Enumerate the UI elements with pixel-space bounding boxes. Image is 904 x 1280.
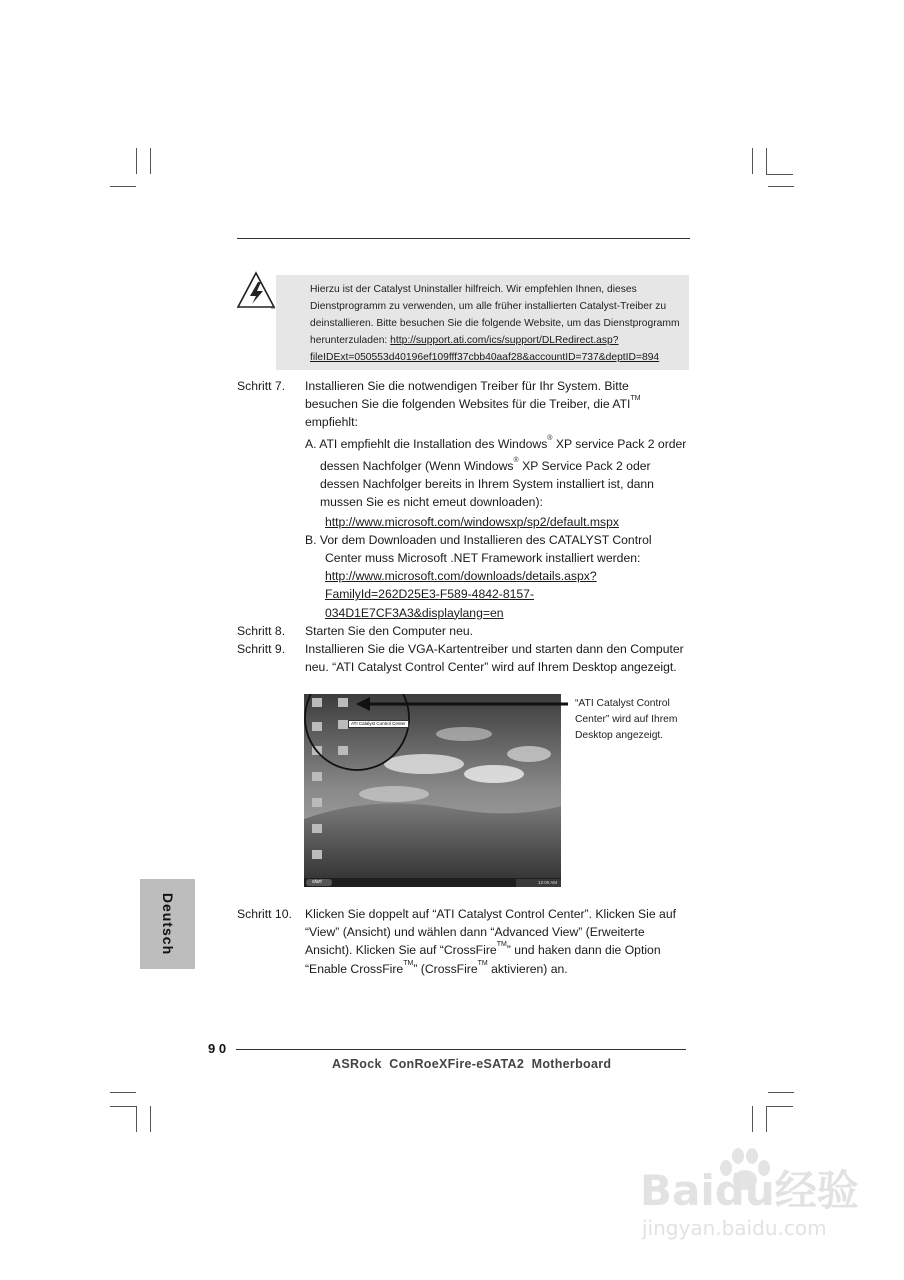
dotnet-link-continued[interactable]: 034D1E7CF3A3&displaylang=en [325,605,504,620]
desktop-tooltip: ATI Catalyst Control Center [348,720,409,728]
warning-line: Dienstprogramm zu verwenden, um alle früher installierten Catalyst-Treiber zu [310,301,667,312]
watermark-logo: Baidu经验 [640,1166,859,1215]
step-line: “View” (Ansicht) und wählen dann “Advanced View” (Erweiterte [305,925,645,940]
crop-mark [752,1106,753,1132]
crop-mark [136,148,137,174]
item-a-line: mussen Sie es nicht emeut downloaden): [320,495,543,510]
trademark: TM [496,941,507,949]
warning-line: Hierzu ist der Catalyst Uninstaller hilfreich. Wir empfehlen Ihnen, dieses [310,284,637,295]
step-10-label: Schritt 10. [237,907,292,921]
step-line: “Enable CrossFire [305,961,404,976]
warning-line-prefix: herunterzuladen: [310,335,391,346]
language-tab [140,879,195,969]
step-line: neu. “ATI Catalyst Control Center” wird auf Ihrem Desktop angezeigt. [305,660,677,675]
item-b-line: Center muss Microsoft .NET Framework installiert werden: [325,551,641,565]
step-9-label: Schritt 9. [237,642,286,656]
item-b-line: B. Vor dem Downloaden und Installieren des CATALYST Control [305,533,652,547]
desktop-screenshot [304,694,561,887]
step-line: Installieren Sie die VGA-Kartentreiber und starten dann den Computer [305,642,684,656]
step-line: besuchen Sie die folgenden Websites für die Treiber, die ATI [305,397,631,412]
step-line: Installieren Sie die notwendigen Treiber für Ihr System. Bitte [305,379,629,393]
step-line: Klicken Sie doppelt auf “ATI Catalyst Control Center”. Klicken Sie auf [305,907,676,921]
step-line: aktivieren) an. [487,961,568,976]
step-line: Ansicht). Klicken Sie auf “CrossFire [305,943,497,958]
crop-mark [768,1092,794,1093]
trademark: TM [477,959,488,967]
step-10-text [305,905,695,978]
language-tab-label: Deutsch [159,892,176,956]
uninstaller-link-continued[interactable]: fileIDExt=050553d40196ef109fff37cbb40aaf28&accountID=737&deptID=894 [310,352,660,363]
registered-mark: ® [513,457,519,464]
dotnet-link-continued[interactable]: FamilyId=262D25E3-F589-4842-8157- [325,587,535,602]
crop-mark [110,186,136,187]
crop-mark [766,1106,793,1107]
footer-title: ASRock ConRoeXFire-eSATA2 Motherboard [332,1057,612,1071]
crop-mark [110,1106,136,1107]
item-a-line: dessen Nachfolger bereits in Ihrem System installiert ist, dann [320,477,654,492]
crop-mark [150,148,151,174]
crop-mark [136,1106,137,1132]
crop-mark [766,148,767,174]
header-rule [237,238,690,239]
crop-mark [766,1106,767,1132]
crop-mark [766,174,793,175]
step-7-item-a-cont [320,457,700,512]
step-line: ” (CrossFire [413,961,478,976]
item-a-line: dessen Nachfolger (Wenn Windows [320,459,514,473]
step-7-label: Schritt 7. [237,379,286,393]
step-8-label: Schritt 8. [237,624,286,638]
footer-rule [236,1049,686,1050]
step-7-item-a [305,435,700,453]
page-number: 9 0 [208,1041,227,1056]
step-7-item-b-cont [325,549,700,622]
dotnet-link[interactable]: http://www.microsoft.com/downloads/details.aspx? [325,569,597,584]
screenshot-caption [575,696,695,744]
step-8-text: Starten Sie den Computer neu. [305,624,474,638]
step-7-text [305,377,695,432]
caption-line: Center” wird auf Ihrem [575,714,678,725]
watermark-url: jingyan.baidu.com [642,1216,827,1240]
trademark: TM [403,959,414,967]
warning-line: deinstallieren. Bitte besuchen Sie die folgende Website, um das Dienstprogramm [310,318,680,329]
crop-mark [752,148,753,174]
item-a-line: XP Service Pack 2 oder [518,459,651,473]
crop-mark [150,1106,151,1132]
windowsxp-sp2-link[interactable]: http://www.microsoft.com/windowsxp/sp2/default.mspx [325,515,619,529]
item-a-line: XP service Pack 2 order [552,437,687,451]
crop-mark [768,186,794,187]
registered-mark: ® [547,435,553,442]
trademark: TM [630,395,641,403]
crop-mark [110,1092,136,1093]
step-line: empfiehlt: [305,415,358,430]
caption-line: “ATI Catalyst Control [575,698,670,709]
item-a-line: A. ATI empfiehlt die Installation des Windows [305,437,548,451]
step-line: ” und haken dann die Option [506,943,661,958]
start-button[interactable]: start [312,879,322,885]
taskbar-clock: 12:00 AM [538,880,558,885]
step-7-item-b [305,531,700,549]
step-9-text [305,640,695,676]
pointer-arrow [356,696,570,712]
uninstaller-link[interactable]: http://support.ati.com/ics/support/DLRedirect.asp? [390,335,619,346]
caption-line: Desktop angezeigt. [575,730,664,741]
warning-icon [235,270,277,312]
warning-text [310,281,695,366]
